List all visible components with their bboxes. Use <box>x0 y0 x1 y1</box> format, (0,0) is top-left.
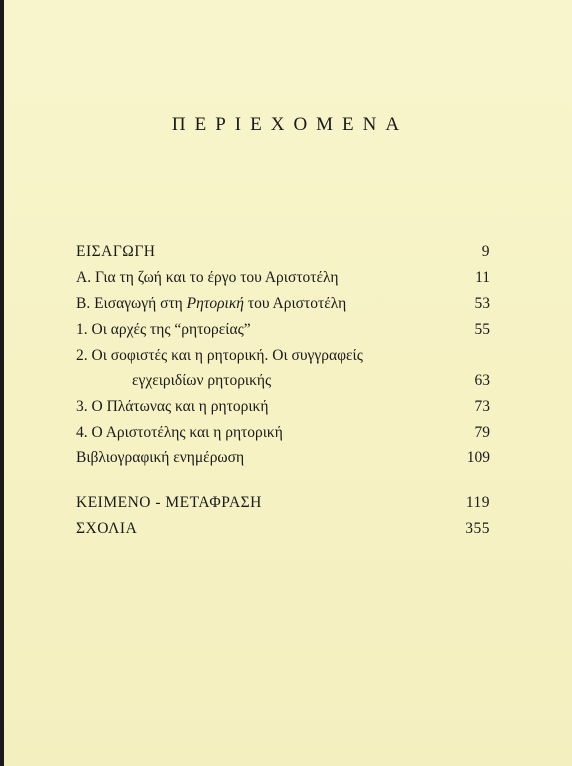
toc-entry-page: 63 <box>474 372 490 389</box>
toc-entry-label: Βιβλιογραφική ενημέρωση <box>76 449 245 466</box>
toc-entry-text-translation <box>76 491 490 515</box>
toc-entry-label <box>76 292 346 316</box>
toc-entry-page: 55 <box>474 321 490 338</box>
toc-entry-label: ΚΕΙΜΕΝΟ - ΜΕΤΑΦΡΑΣΗ <box>76 494 262 511</box>
toc-entry-label: ΣΧΟΛΙΑ <box>76 520 138 537</box>
toc-entry-origins <box>76 318 490 342</box>
toc-entry-rhetoric-introduction <box>76 292 490 316</box>
toc-entry-page: 9 <box>481 243 490 260</box>
toc-entry-sophists <box>76 344 490 368</box>
toc-entry-label-italic: Ρητορική <box>186 295 244 312</box>
toc-entry-label-prefix: Β. Εισαγωγή στη <box>76 295 187 312</box>
toc-entry-life-and-work <box>76 266 490 290</box>
toc-entry-page: 109 <box>466 449 490 466</box>
toc-entry-page: 11 <box>475 269 490 286</box>
toc-entry-label: Α. Για τη ζωή και το έργο του Αριστοτέλη <box>76 269 339 286</box>
toc-entry-label: εγχειριδίων ρητορικής <box>132 372 272 389</box>
toc-entry-label: 1. Οι αρχές της “ρητορείας” <box>76 321 251 338</box>
toc-entry-sophists-continued <box>76 369 490 393</box>
toc-entry-page: 73 <box>474 398 490 415</box>
toc-entry-aristotle <box>76 421 490 445</box>
toc-entry-label: ΕΙΣΑΓΩΓΗ <box>76 243 156 260</box>
toc-entry-introduction <box>76 240 490 264</box>
toc-entry-page: 119 <box>465 494 490 511</box>
toc-entry-label-suffix: του Αριστοτέλη <box>244 295 347 312</box>
toc-entry-label: 3. Ο Πλάτωνας και η ρητορική <box>76 398 269 415</box>
toc-entry-notes <box>76 517 490 541</box>
toc-entry-plato <box>76 395 490 419</box>
toc-entry-page: 79 <box>474 424 490 441</box>
toc-entry-page: 53 <box>474 295 490 312</box>
toc-entry-label: 4. Ο Αριστοτέλης και η ρητορική <box>76 424 283 441</box>
toc-entry-bibliography <box>76 446 490 470</box>
page-title: ΠΕΡΙΕΧΟΜΕΝΑ <box>171 114 409 135</box>
toc-entry-label: 2. Οι σοφιστές και η ρητορική. Οι συγγραφείς <box>76 347 363 364</box>
toc-entry-page: 355 <box>465 520 490 537</box>
